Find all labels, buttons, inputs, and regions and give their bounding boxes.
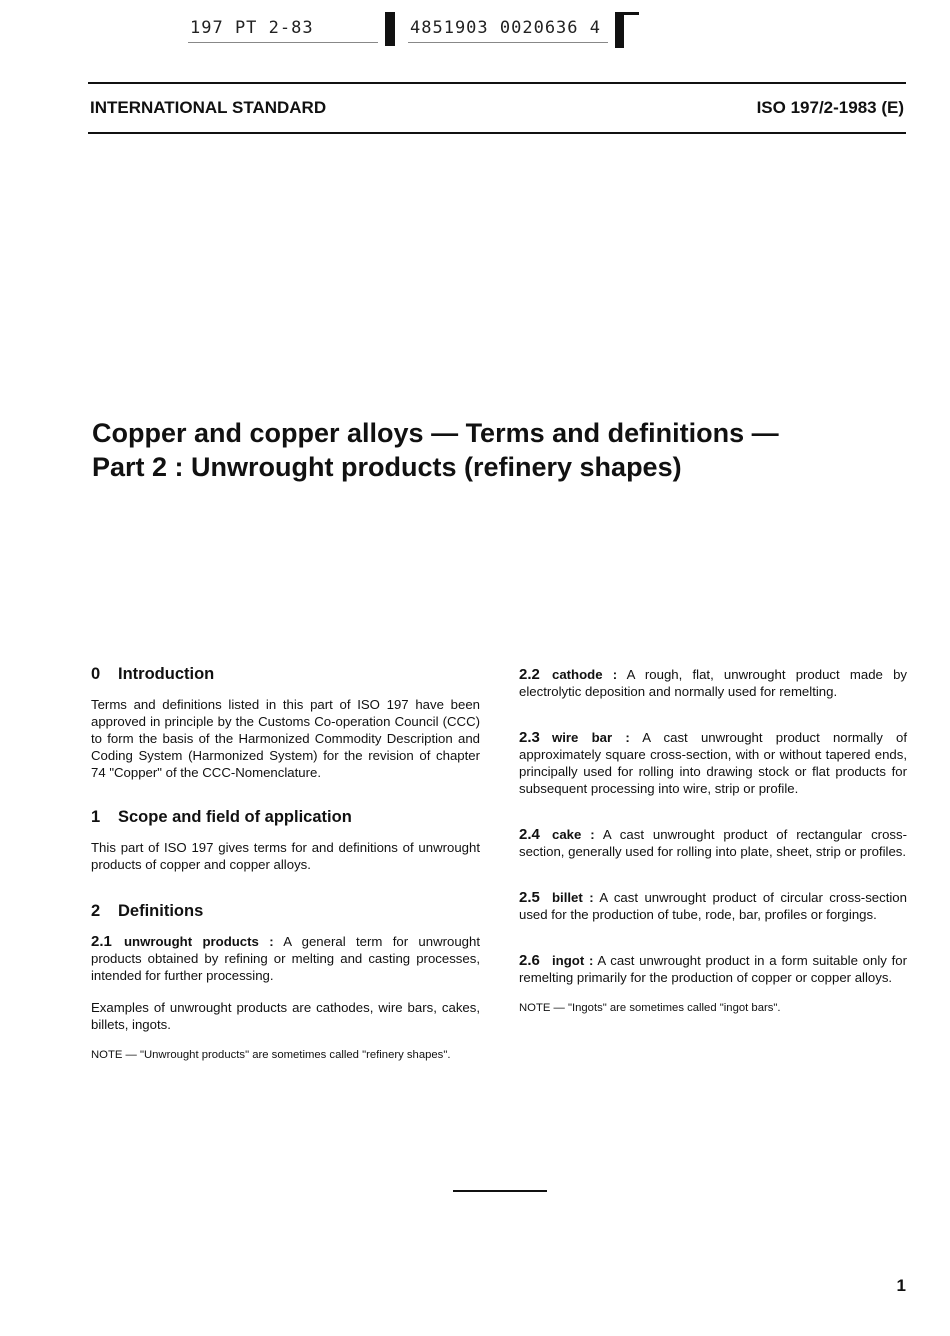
term-name: billet : (552, 890, 594, 905)
title-line-1: Copper and copper alloys — Terms and definitions — (92, 418, 779, 448)
term-definition: A general term for unwrought products obtained by refining or melting and casting processes, intended for further processing. (91, 934, 481, 983)
right-column (519, 666, 907, 1016)
catalog-code-left: 197 PT 2-83 (190, 18, 314, 38)
left-column (91, 664, 480, 1063)
term-number: 2.6 (519, 952, 540, 969)
definitions-heading (91, 901, 480, 921)
term-definition: A cast unwrought product of rectangular cross-section, generally used for rolling into plate, sheet, strip or profiles. (519, 827, 907, 859)
term-2-5 (519, 889, 907, 923)
section-number: 2 (91, 902, 101, 920)
section-title: Introduction (118, 665, 215, 683)
term-number: 2.4 (519, 826, 540, 843)
catalog-code-right: 4851903 0020636 4 (410, 18, 601, 38)
term-definition: A cast unwrought product normally of approximately square cross-section, with or without tapered ends, principally used for rolling into drawing stock or flat products for subsequent processing into wire, strip or profile. (519, 730, 907, 796)
section-number: 1 (91, 808, 101, 826)
end-of-text-rule (453, 1190, 547, 1192)
term-2-2 (519, 666, 907, 700)
section-number: 0 (91, 665, 101, 683)
scan-bar-mark-left (385, 12, 395, 46)
scan-underline-left (188, 42, 378, 43)
introduction-heading (91, 664, 480, 684)
scope-text: This part of ISO 197 gives terms for and definitions of unwrought products of copper and copper alloys. (91, 840, 480, 872)
term-name: unwrought products : (124, 934, 274, 949)
examples-text: Examples of unwrought products are cathodes, wire bars, cakes, billets, ingots. (91, 1000, 480, 1032)
note-2-6: NOTE — "Ingots" are sometimes called "ingot bars". (519, 1002, 781, 1014)
introduction-text: Terms and definitions listed in this part of ISO 197 have been approved in principle by the Customs Co-operation Council (CCC) to form the basis of the Harmonized Commodity Description and Coding System (Harmonized System) for the revision of chapter 74 "Copper" of the CCC-Nomenclature. (91, 697, 480, 780)
term-number: 2.1 (91, 933, 112, 950)
scope-heading (91, 807, 480, 827)
section-title: Definitions (118, 902, 204, 920)
standard-number: ISO 197/2-1983 (E) (756, 98, 904, 117)
term-name: cathode : (552, 667, 618, 682)
scan-underline-right (408, 42, 608, 43)
scan-bar-mark-right (615, 12, 624, 48)
title-line-2: Part 2 : Unwrought products (refinery shapes) (92, 452, 682, 482)
term-name: wire bar : (552, 730, 630, 745)
term-number: 2.5 (519, 889, 540, 906)
term-2-1 (91, 933, 480, 984)
page-number: 1 (896, 1276, 906, 1295)
term-number: 2.3 (519, 729, 540, 746)
term-name: cake : (552, 827, 595, 842)
term-definition: A cast unwrought product of circular cross-section used for the production of tube, rode, bar, profiles or forgings. (519, 890, 907, 922)
term-definition: A rough, flat, unwrought product made by electrolytic deposition and normally used for remelting. (519, 667, 907, 699)
scan-bar-mark-right-cap (615, 12, 639, 15)
term-2-3 (519, 729, 907, 797)
term-definition: A cast unwrought product in a form suitable only for remelting primarily for the production of copper or copper alloys. (519, 953, 908, 985)
term-number: 2.2 (519, 666, 540, 683)
document-type: INTERNATIONAL STANDARD (90, 98, 327, 117)
header-top-rule (88, 82, 906, 84)
page-title (92, 416, 892, 484)
term-name: ingot : (552, 953, 594, 968)
section-title: Scope and field of application (118, 808, 352, 826)
term-2-4 (519, 826, 907, 860)
note-2-1: NOTE — "Unwrought products" are sometimes called "refinery shapes". (91, 1049, 451, 1061)
term-2-6 (519, 952, 907, 986)
header-bottom-rule (88, 132, 906, 134)
